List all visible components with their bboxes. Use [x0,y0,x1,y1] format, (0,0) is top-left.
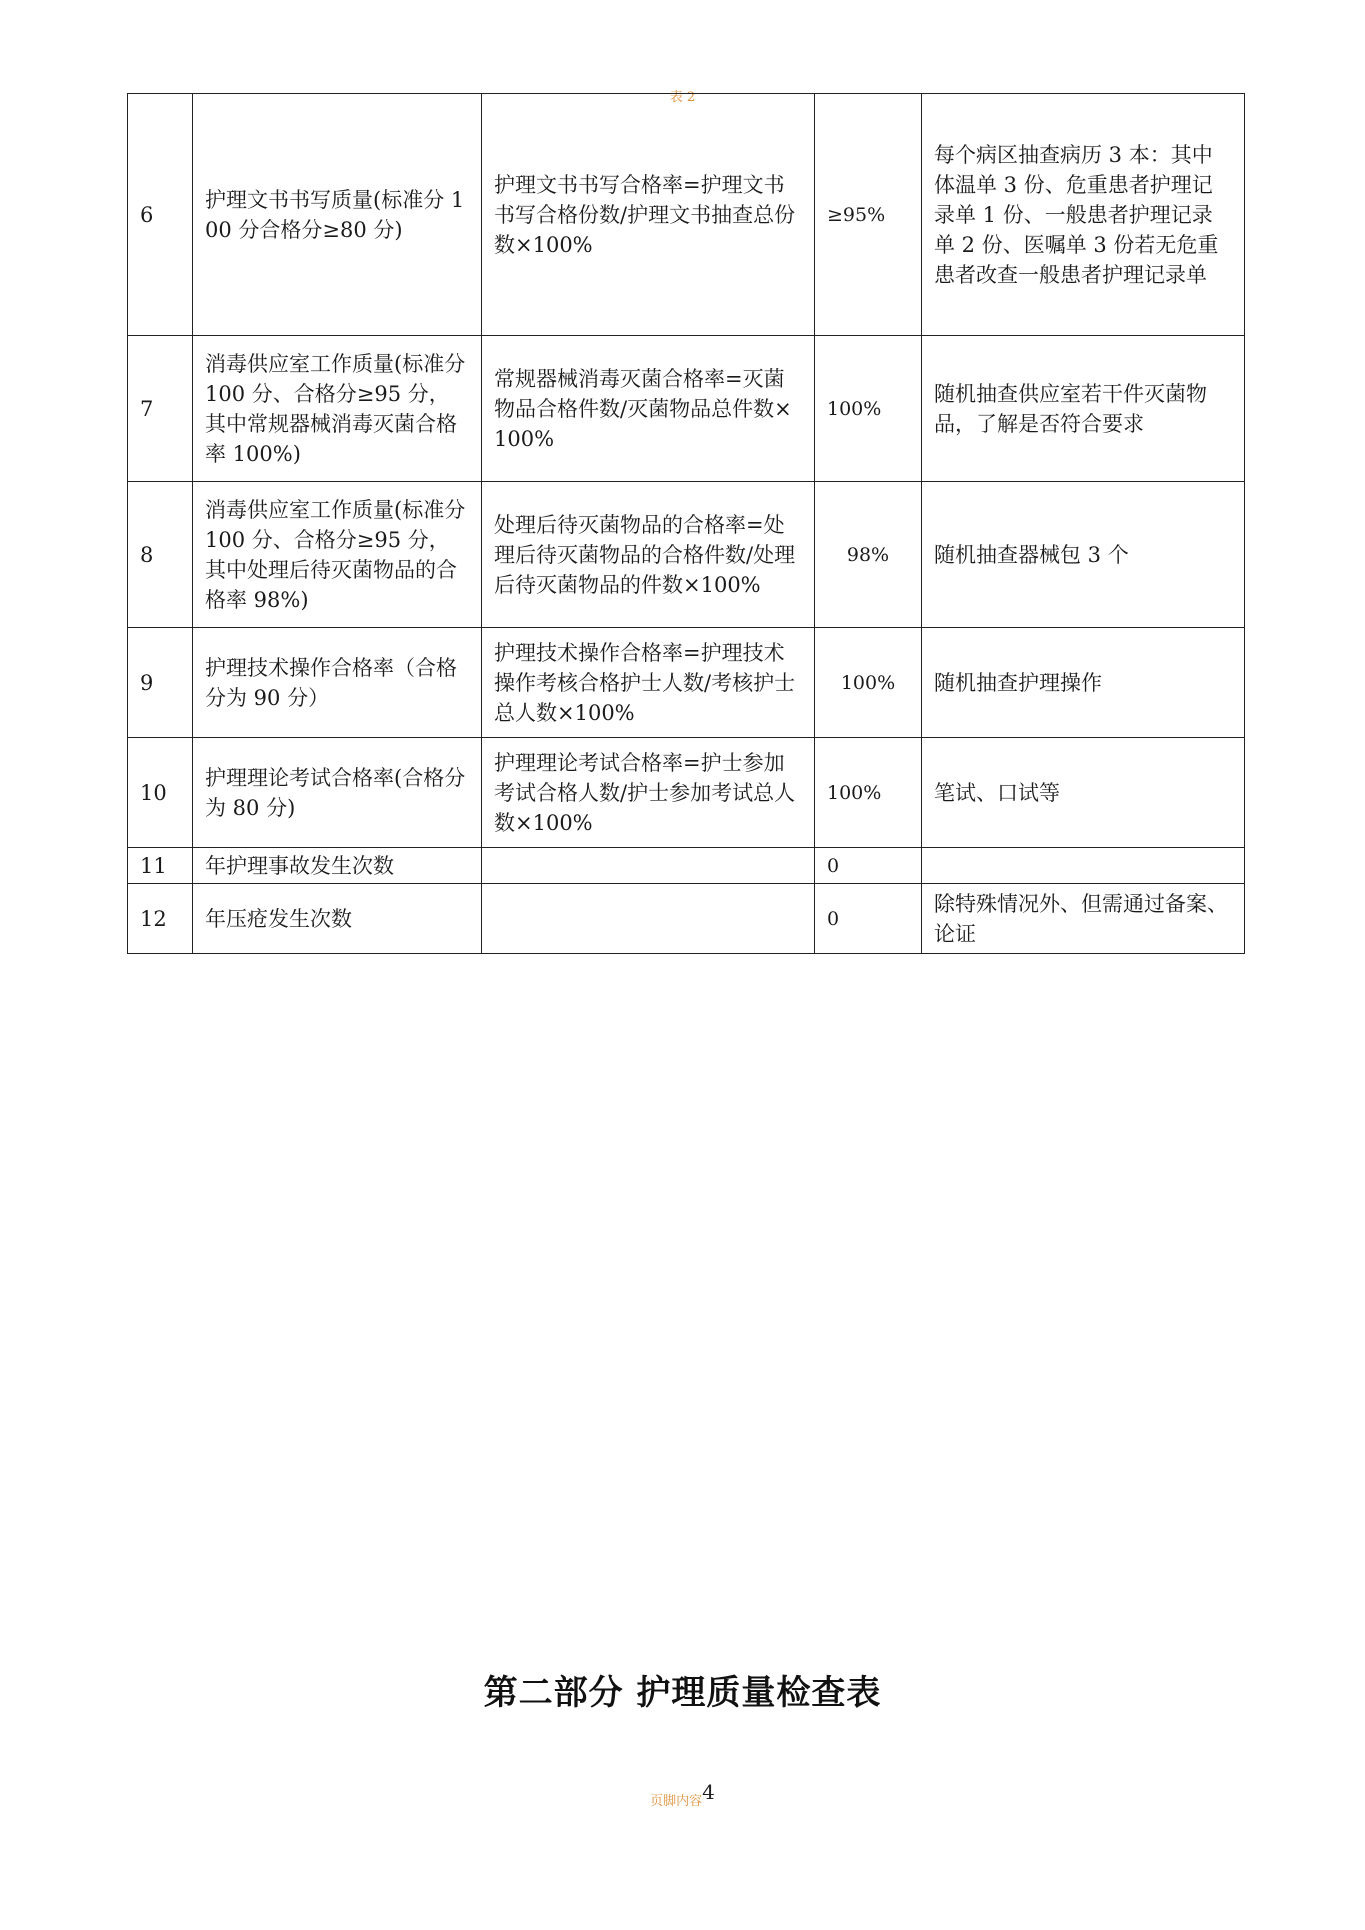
indicator-target: 0 [815,884,922,954]
page-footer [0,1780,1365,1809]
indicator-method: 随机抽查器械包 3 个 [922,482,1245,628]
header-mark: 表 2 [669,90,696,105]
indicator-target: 98% [815,482,922,628]
table-row [128,482,1245,628]
row-number: 8 [128,482,193,628]
table-row [128,336,1245,482]
indicator-formula [482,884,815,954]
indicator-item: 护理理论考试合格率(合格分为 80 分) [193,738,482,848]
row-number: 6 [128,94,193,336]
footer-text: 页脚内容 [650,1794,703,1809]
table-row [128,848,1245,884]
row-number: 10 [128,738,193,848]
row-number: 7 [128,336,193,482]
table-row [128,94,1245,336]
indicator-item: 护理文书书写质量(标准分 100 分合格分≥80 分) [193,94,482,336]
indicator-item: 消毒供应室工作质量(标准分 100 分、合格分≥95 分，其中处理后待灭菌物品的合格率 98%) [193,482,482,628]
indicator-formula: 护理理论考试合格率=护士参加考试合格人数/护士参加考试总人数×100% [482,738,815,848]
row-number: 9 [128,628,193,738]
indicator-method: 笔试、口试等 [922,738,1245,848]
table-row [128,628,1245,738]
indicator-method: 随机抽查护理操作 [922,628,1245,738]
indicator-formula: 护理文书书写合格率=护理文书书写合格份数/护理文书抽查总份数×100% [482,94,815,336]
indicator-item: 消毒供应室工作质量(标准分 100 分、合格分≥95 分，其中常规器械消毒灭菌合格率 100%) [193,336,482,482]
indicator-formula: 处理后待灭菌物品的合格率=处理后待灭菌物品的合格件数/处理后待灭菌物品的件数×100% [482,482,815,628]
quality-indicator-table [127,93,1245,954]
indicator-target: 100% [815,738,922,848]
table-row [128,738,1245,848]
indicator-method: 每个病区抽查病历 3 本：其中体温单 3 份、危重患者护理记录单 1 份、一般患者护理记录单 2 份、医嘱单 3 份若无危重患者改查一般患者护理记录单 [922,94,1245,336]
section-title: 第二部分 护理质量检查表 [483,1673,882,1713]
indicator-item: 护理技术操作合格率（合格分为 90 分） [193,628,482,738]
indicator-formula: 护理技术操作合格率=护理技术操作考核合格护士人数/考核护士总人数×100% [482,628,815,738]
indicator-target: 0 [815,848,922,884]
indicator-target: 100% [815,628,922,738]
indicator-formula [482,848,815,884]
indicator-formula: 常规器械消毒灭菌合格率=灭菌物品合格件数/灭菌物品总件数×100% [482,336,815,482]
indicator-item: 年护理事故发生次数 [193,848,482,884]
indicator-method: 随机抽查供应室若干件灭菌物品，了解是否符合要求 [922,336,1245,482]
page-number: 4 [702,1780,715,1804]
table-row [128,884,1245,954]
indicator-method: 除特殊情况外、但需通过备案、论证 [922,884,1245,954]
row-number: 11 [128,848,193,884]
indicator-target: ≥95% [815,94,922,336]
indicator-method [922,848,1245,884]
indicator-item: 年压疮发生次数 [193,884,482,954]
row-number: 12 [128,884,193,954]
indicator-target: 100% [815,336,922,482]
